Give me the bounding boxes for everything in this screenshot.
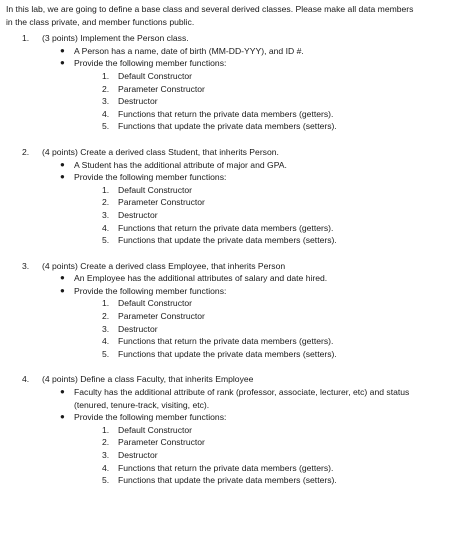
function-item [6, 323, 468, 336]
function-item [6, 196, 468, 209]
function-number: 4. [102, 222, 110, 233]
function-text: Destructor [118, 323, 158, 334]
function-number: 5. [102, 235, 110, 246]
section-student [6, 146, 468, 247]
intro-line-1: In this lab, we are going to define a base class and several derived classes. Please make all data members [6, 4, 414, 14]
section-number: 4. [22, 374, 30, 385]
function-text: Destructor [118, 96, 158, 107]
bullet-icon: ● [60, 273, 65, 283]
function-item [6, 95, 468, 108]
bullet-item [6, 57, 468, 70]
function-item [6, 234, 468, 247]
function-text: Default Constructor [118, 424, 193, 435]
bullet-text: Provide the following member functions: [74, 58, 227, 69]
function-item [6, 209, 468, 222]
bullet-icon: ● [60, 387, 65, 397]
function-number: 1. [102, 298, 110, 309]
bullet-icon: ● [60, 285, 65, 295]
function-text: Functions that return the private data members (getters). [118, 462, 334, 473]
function-item [6, 348, 468, 361]
function-number: 3. [102, 323, 110, 334]
function-number: 1. [102, 70, 110, 81]
section-spacer [6, 360, 468, 373]
function-number: 4. [102, 336, 110, 347]
section-number: 2. [22, 146, 30, 157]
function-number: 4. [102, 462, 110, 473]
bullet-item [6, 386, 468, 411]
section-employee [6, 260, 468, 361]
function-item [6, 83, 468, 96]
function-number: 5. [102, 121, 110, 132]
function-text: Destructor [118, 209, 158, 220]
bullet-item [6, 45, 468, 58]
function-item [6, 310, 468, 323]
function-number: 2. [102, 311, 110, 322]
section-title: (4 points) Define a class Faculty, that inherits Employee [42, 374, 254, 385]
section-number: 3. [22, 260, 30, 271]
function-text: Parameter Constructor [118, 197, 205, 208]
function-text: Functions that update the private data members (setters). [118, 348, 337, 359]
section-spacer [6, 247, 468, 260]
function-text: Default Constructor [118, 298, 193, 309]
function-item [6, 449, 468, 462]
bullet-text: Faculty has the additional attribute of rank (professor, associate, lecturer, etc) and status (tenured, tenure-track, visiting, etc). [74, 387, 410, 410]
function-text: Functions that update the private data members (setters). [118, 475, 337, 486]
section-spacer [6, 133, 468, 146]
bullet-icon: ● [60, 412, 65, 422]
bullet-item [6, 411, 468, 424]
function-item [6, 297, 468, 310]
function-number: 1. [102, 424, 110, 435]
function-number: 1. [102, 184, 110, 195]
bullet-text: An Employee has the additional attributes of salary and date hired. [74, 273, 328, 284]
function-item [6, 120, 468, 133]
bullet-text: Provide the following member functions: [74, 172, 227, 183]
section-title: (4 points) Create a derived class Student, that inherits Person. [42, 146, 279, 157]
function-text: Functions that return the private data members (getters). [118, 222, 334, 233]
function-item [6, 462, 468, 475]
bullet-text: A Person has a name, date of birth (MM-DD-YYY), and ID #. [74, 45, 304, 56]
section-number: 1. [22, 33, 30, 44]
intro-line-2: in the class private, and member functions public. [6, 16, 195, 27]
function-item [6, 474, 468, 487]
bullet-text: A Student has the additional attribute of major and GPA. [74, 159, 287, 170]
bullet-item [6, 171, 468, 184]
section-title: (3 points) Implement the Person class. [42, 33, 189, 44]
function-item [6, 335, 468, 348]
function-item [6, 184, 468, 197]
function-text: Default Constructor [118, 70, 193, 81]
function-text: Functions that return the private data members (getters). [118, 108, 334, 119]
section-person [6, 32, 468, 133]
section-heading [6, 146, 468, 159]
function-text: Functions that update the private data members (setters). [118, 121, 337, 132]
function-text: Default Constructor [118, 184, 193, 195]
function-number: 2. [102, 197, 110, 208]
function-number: 5. [102, 475, 110, 486]
function-number: 3. [102, 96, 110, 107]
function-item [6, 108, 468, 121]
function-number: 5. [102, 348, 110, 359]
bullet-item [6, 285, 468, 298]
intro-paragraph [6, 3, 468, 28]
bullet-text: Provide the following member functions: [74, 285, 227, 296]
function-number: 3. [102, 450, 110, 460]
bullet-icon: ● [60, 58, 65, 68]
function-item [6, 222, 468, 235]
bullet-icon: ● [60, 172, 65, 182]
function-text: Functions that return the private data members (getters). [118, 336, 334, 347]
bullet-item [6, 272, 468, 285]
bullet-item [6, 159, 468, 172]
section-heading [6, 373, 468, 386]
function-text: Parameter Constructor [118, 83, 205, 94]
function-number: 2. [102, 83, 110, 94]
function-text: Destructor [118, 450, 158, 460]
section-heading [6, 32, 468, 45]
function-text: Parameter Constructor [118, 311, 205, 322]
function-item [6, 436, 468, 449]
function-text: Parameter Constructor [118, 437, 205, 448]
bullet-text: Provide the following member functions: [74, 412, 227, 423]
function-number: 2. [102, 437, 110, 448]
section-heading [6, 260, 468, 273]
section-title: (4 points) Create a derived class Employee, that inherits Person [42, 260, 286, 271]
bullet-icon: ● [60, 45, 65, 55]
function-number: 4. [102, 108, 110, 119]
function-text: Functions that update the private data members (setters). [118, 235, 337, 246]
function-item [6, 70, 468, 83]
section-faculty [6, 373, 468, 486]
function-item [6, 424, 468, 437]
bullet-icon: ● [60, 159, 65, 169]
function-number: 3. [102, 209, 110, 220]
